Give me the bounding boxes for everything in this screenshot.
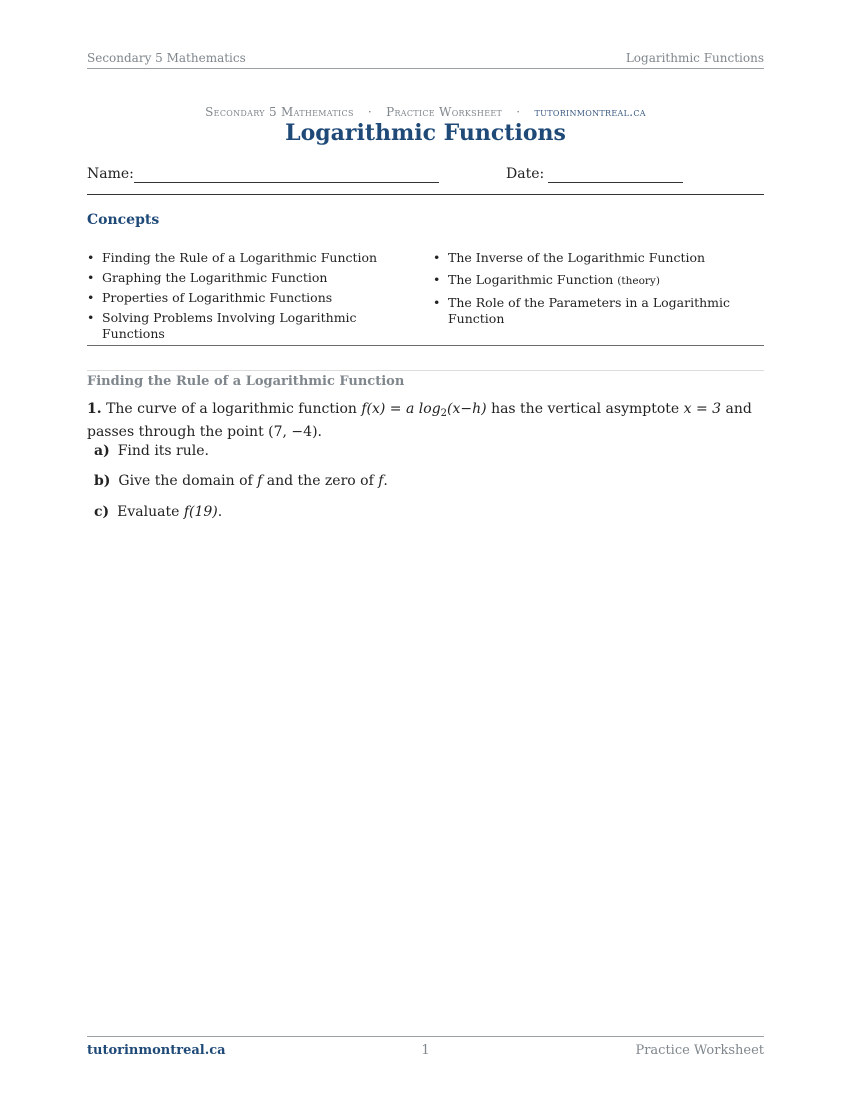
asymptote-expr: x = 3 (683, 401, 722, 417)
date-blank-line[interactable] (548, 182, 683, 183)
part-c (94, 504, 222, 520)
theory-note: (theory) (617, 275, 660, 287)
problem-number: 1. (87, 401, 102, 417)
subtitle-site: tutorinmontreal.ca (534, 105, 646, 119)
function-expr: f(19) (183, 504, 218, 520)
name-date-row (87, 166, 764, 186)
part-text: . (217, 504, 223, 520)
formula-lhs: f(x) = a log (361, 401, 441, 417)
concepts-list-left (87, 250, 417, 346)
concept-item: • Properties of Logarithmic Functions (87, 290, 417, 306)
name-label: Name: (87, 166, 134, 182)
footer-site: tutorinmontreal.ca (87, 1043, 226, 1058)
problem-text: has the vertical asymptote (491, 401, 680, 417)
worksheet-subtitle (87, 105, 764, 119)
concept-item: • Solving Problems Involving Logarithmic Functions (87, 310, 417, 342)
function-symbol: f (378, 473, 384, 489)
part-label: b) (94, 473, 111, 489)
concept-item: • The Role of the Parameters in a Logarithmic Function (433, 295, 733, 327)
problem-text: The curve of a logarithmic function (106, 401, 357, 417)
concept-item-label: The Logarithmic Function (448, 272, 614, 287)
header-course: Secondary 5 Mathematics (87, 51, 246, 65)
concepts-heading: Concepts (87, 212, 160, 228)
concept-item (433, 272, 733, 289)
subtitle-separator: · (367, 105, 372, 119)
point-expr: (7, −4). (268, 424, 322, 440)
part-label: c) (94, 504, 110, 520)
part-text: Give the domain of (118, 473, 253, 489)
divider-middle (87, 345, 764, 346)
concept-item: • Finding the Rule of a Logarithmic Function (87, 250, 417, 266)
subtitle-course: Secondary 5 Mathematics (205, 105, 354, 119)
subtitle-kind: Practice Worksheet (386, 105, 503, 119)
title-block (87, 105, 764, 146)
page-number: 1 (421, 1043, 430, 1058)
footer-kind: Practice Worksheet (635, 1043, 764, 1058)
problem-text: and passes through the point (87, 401, 752, 440)
date-label: Date: (506, 166, 545, 182)
concepts-list-right (433, 250, 733, 331)
page-footer (87, 1036, 764, 1061)
formula-base: 2 (440, 408, 448, 419)
name-blank-line[interactable] (134, 182, 439, 183)
subtitle-separator: · (516, 105, 521, 119)
header-topic: Logarithmic Functions (625, 51, 764, 65)
running-header (87, 51, 764, 69)
section-heading: Finding the Rule of a Logarithmic Function (87, 374, 405, 389)
part-text: Evaluate (117, 504, 180, 520)
page-title: Logarithmic Functions (285, 120, 566, 146)
divider-light (87, 370, 764, 371)
problem-1 (87, 400, 764, 442)
formula-arg: (x−h) (447, 401, 487, 417)
part-text: and the zero of (266, 473, 374, 489)
concept-item: • Graphing the Logarithmic Function (87, 270, 417, 286)
part-b (94, 473, 388, 489)
part-a (94, 443, 209, 459)
part-text: . (383, 473, 388, 489)
concept-item: • The Inverse of the Logarithmic Function (433, 250, 733, 266)
divider-top (87, 194, 764, 195)
part-label: a) (94, 443, 110, 459)
function-symbol: f (257, 473, 263, 489)
part-text: Find its rule. (117, 443, 209, 459)
